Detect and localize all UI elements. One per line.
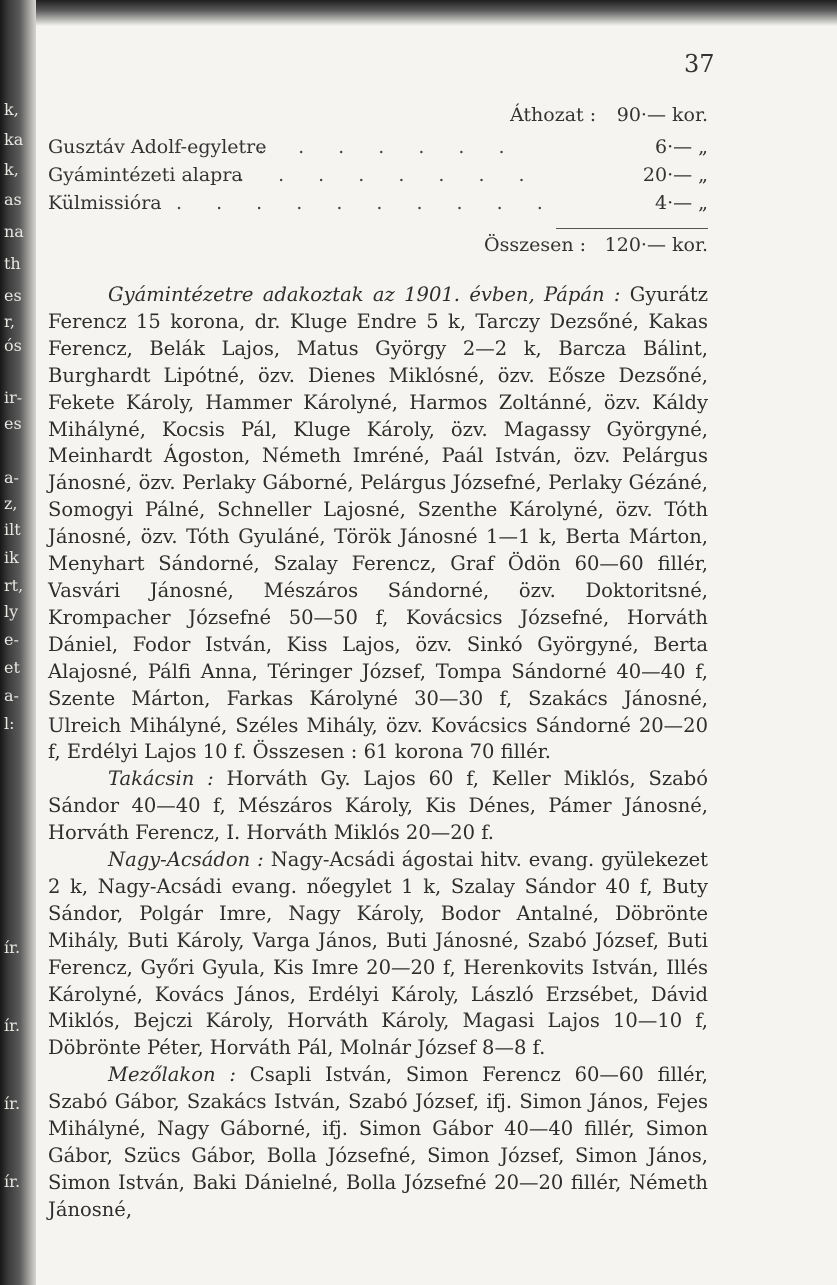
ledger-row-label: Gyámintézeti alapra — [48, 164, 243, 186]
top-edge-shadow — [0, 0, 837, 26]
paragraph-nagy-acsad — [48, 847, 708, 1062]
gutter-fragment: a- — [4, 686, 19, 705]
gutter-fragment: es — [4, 286, 22, 305]
leader-dots: . . . . . . . . . . — [176, 192, 557, 214]
donor-list: Horváth Gy. Lajos 60 f, Keller Miklós, Szabó Sándor 40—40 f, Mészáros Károly, Kis Dénes, Pámer Jánosné, Horváth Ferencz, I. Horváth Miklós 20—20 f. — [48, 767, 708, 845]
gutter-fragment: e- — [4, 630, 19, 649]
gutter-fragment: rt, — [4, 576, 24, 595]
carry-over-amount: 90·— kor. — [616, 104, 708, 126]
gutter-fragment: ír. — [4, 938, 21, 957]
gutter-fragment: na — [4, 222, 24, 241]
place-heading: Mezőlakon : — [108, 1063, 236, 1087]
leader-dots: . . . . . . . . — [238, 164, 539, 186]
facing-page-gutter — [0, 0, 36, 1285]
gutter-fragment: ir- — [4, 388, 23, 407]
total-amount: 120·— kor. — [604, 234, 708, 256]
gutter-fragment: ír. — [4, 1172, 21, 1191]
total-label: Összesen : — [484, 234, 587, 256]
total-row — [48, 234, 708, 262]
ledger-row-label: Gusztáv Adolf-egyletre — [48, 136, 267, 158]
place-heading: Nagy-Acsádon : — [108, 848, 264, 872]
donor-list: Csapli István, Simon Ferencz 60—60 fillér, Szabó Gábor, Szakács István, Szabó József, ifj. Simon János, Fejes Mihályné, Nagy Gáborné, ifj. Simon Gábor 40—40 fillér, Simon Gábor, Szücs Gábor, Bolla Józsefné, Simon József, Simon János, Simon István, Baki Dánielné, Bolla Józsefné 20—20 fillér, Németh Jánosné, — [48, 1063, 708, 1221]
ledger-row-amount: 4·— „ — [654, 192, 708, 214]
gutter-fragment: ír. — [4, 1094, 21, 1113]
gutter-fragment: ka — [4, 130, 24, 149]
paragraph-mezolak — [48, 1062, 708, 1223]
page-number: 37 — [684, 50, 715, 78]
gutter-fragment: es — [4, 414, 22, 433]
gutter-fragment: l: — [4, 714, 15, 733]
gutter-fragment: z, — [4, 494, 18, 513]
ledger-row-label: Külmissióra — [48, 192, 162, 214]
paragraph-papa — [48, 282, 708, 766]
paragraph-takacsi — [48, 766, 708, 847]
gutter-fragment: as — [4, 190, 22, 209]
gutter-fragment: r, — [4, 312, 15, 331]
total-rule — [556, 228, 708, 229]
gutter-fragment: ly — [4, 602, 19, 621]
donor-list-text — [48, 282, 708, 1224]
leader-dots: . . . . . . . — [258, 136, 519, 158]
place-heading: Gyámintézetre adakoztak az 1901. évben, Pápán : — [108, 283, 621, 306]
donor-list: Gyurátz Ferencz 15 korona, dr. Kluge Endre 5 k, Tarczy Dezsőné, Kakas Ferencz, Belák Lajos, Matus György 2—2 k, Barcza Bálint, Burghardt Lipótné, özv. Dienes Miklósné, özv. Eősze Dezsőné, Fekete Károly, Hammer Károlyné, Harmos Zoltánné, özv. Káldy Mihályné, Kocsis Pál, Kluge Károly, özv. Magassy Györgyné, Meinhardt Ágoston, Németh Imréné, Paál István, özv. Pelárgus Jánosné, özv. Perlaky Gáborné, Pelárgus Józsefné, Perlaky Gézáné, Somogyi Pálné, Schneller Lajosné, Szenthe Károlyné, özv. Tóth Jánosné, özv. Tóth Gyuláné, Török Jánosné 1—1 k, Berta Márton, Menyhart Sándorné, Szalay Ferencz, Graf Ödön 60—60 fillér, Vasvári Jánosné, Mészáros Sándorné, özv. Doktoritsné, Krompacher Józsefné 50—50 f, Kovácsics Józsefné, Horváth Dániel, Fodor István, Kiss Lajos, özv. Sinkó Györgyné, Berta Alajosné, Pálfi Anna, Téringer József, Tompa Sándorné 40—40 f, Szente Márton, Farkas Károlyné 30—30 f, Szakács Jánosné, Ulreich Mihályné, Széles Mihály, özv. Kovácsics Sándorné 20—20 f, Erdélyi Lajos 10 f. Összesen : 61 korona 70 fillér. — [48, 283, 708, 764]
gutter-fragment: ilt — [4, 520, 21, 539]
ledger-row-amount: 20·— „ — [642, 164, 708, 186]
gutter-fragment: k, — [4, 100, 19, 119]
carry-over-row — [48, 104, 708, 132]
gutter-fragment: a- — [4, 468, 19, 487]
place-heading: Takácsin : — [108, 767, 214, 791]
ledger-row — [48, 192, 708, 220]
gutter-fragment: et — [4, 658, 20, 677]
ledger-row — [48, 136, 708, 164]
gutter-fragment: ik — [4, 548, 19, 567]
carry-over-label: Áthozat : — [510, 104, 597, 126]
gutter-fragment: ós — [4, 336, 22, 355]
gutter-fragment: k, — [4, 160, 19, 179]
ledger-row-amount: 6·— „ — [654, 136, 708, 158]
donor-list: Nagy-Acsádi ágostai hitv. evang. gyülekezet 2 k, Nagy-Acsádi evang. nőegylet 1 k, Szalay Sándor 40 f, Buty Sándor, Polgár Imre, Nagy Károly, Bodor Antalné, Döbrönte Mihály, Buti Károly, Varga János, Buti Jánosné, Szabó József, Buti Ferencz, Győri Gyula, Kis Imre 20—20 f, Herenkovits István, Illés Károlyné, Kovács János, Erdélyi Károly, László Erzsébet, Dávid Miklós, Bejczi Károly, Horváth Károly, Magasi Lajos 10—10 f, Döbrönte Péter, Horváth Pál, Molnár József 8—8 f. — [48, 848, 708, 1060]
gutter-fragment: ír. — [4, 1016, 21, 1035]
gutter-fragment: th — [4, 254, 21, 273]
ledger-row — [48, 164, 708, 192]
